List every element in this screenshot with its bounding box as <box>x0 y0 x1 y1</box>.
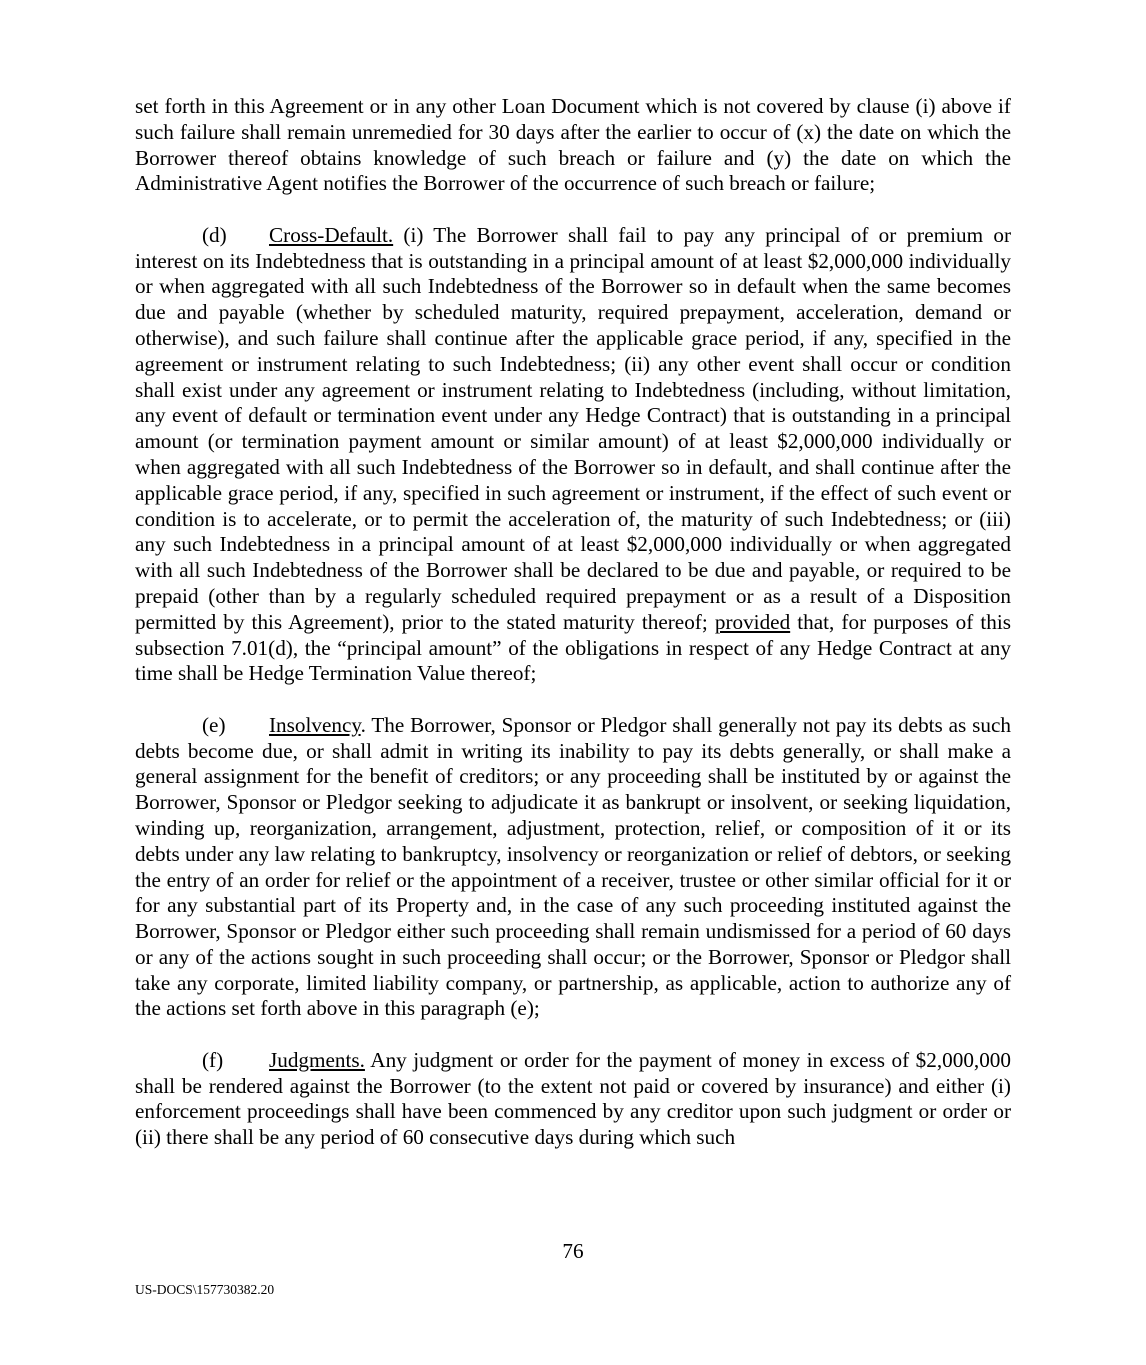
continuation-paragraph: set forth in this Agreement or in any other Loan Document which is not covered by clause (i) above if such failure shall remain unremedied for 30 days after the earlier to occur of (x) the date on which the Borrower thereof obtains knowledge of such breach or failure and (y) the date on which the Administrative Agent notifies the Borrower of the occurrence of such breach or failure; <box>135 94 1011 196</box>
section-d-letter: (d) <box>202 222 227 247</box>
section-f-text: Any judgment or order for the payment of money in excess of $2,000,000 shall be rendered against the Borrower (to the extent not paid or covered by insurance) and either (i) enforcement proceedings shall have been commenced by any creditor upon such judgment or order or (ii) there shall be any period of 60 consecutive days during which such <box>135 1047 1011 1150</box>
section-d-paragraph <box>135 223 1011 687</box>
section-f-heading: Judgments. <box>269 1047 365 1072</box>
section-f-letter: (f) <box>202 1047 224 1072</box>
section-e-heading: Insolvency <box>269 712 361 737</box>
section-f-paragraph <box>135 1048 1011 1151</box>
section-d-text-after: that, for purposes of this subsection 7.01(d), the “principal amount” of the obligations in respect of any Hedge Contract at any time shall be Hedge Termination Value thereof; <box>135 609 1011 686</box>
document-id: US-DOCS\157730382.20 <box>135 1282 275 1297</box>
section-d-heading: Cross-Default. <box>269 222 394 247</box>
section-d-text-before: (i) The Borrower shall fail to pay any principal of or premium or interest on its Indebtedness that is outstanding in a principal amount of at least $2,000,000 individually or when aggregated with all such Indebtedness of the Borrower so in default when the same becomes due and payable (whether by scheduled maturity, required prepayment, acceleration, demand or otherwise), and such failure shall continue after the applicable grace period, if any, specified in the agreement or instrument relating to such Indebtedness; (ii) any other event shall occur or condition shall exist under any agreement or instrument relating to Indebtedness (including, without limitation, any event of default or termination event under any Hedge Contract) that is outstanding in a principal amount (or termination payment amount or similar amount) of at least $2,000,000 individually or when aggregated with all such Indebtedness of the Borrower so in default, and shall continue after the applicable grace period, if any, specified in such agreement or instrument, if the effect of such event or condition is to accelerate, or to permit the acceleration of, the maturity of such Indebtedness; or (iii) any such Indebtedness in a principal amount of at least $2,000,000 individually or when aggregated with all such Indebtedness of the Borrower shall be declared to be due and payable, or required to be prepaid (other than by a regularly scheduled required prepayment or as a result of a Disposition permitted by this Agreement), prior to the stated maturity thereof; <box>135 222 1011 634</box>
page-number: 76 <box>562 1239 584 1263</box>
document-page <box>135 94 1011 1151</box>
section-e-text: . The Borrower, Sponsor or Pledgor shall generally not pay its debts as such debts become due, or shall admit in writing its inability to pay its debts generally, or shall make a general assignment for the benefit of creditors; or any proceeding shall be instituted by or against the Borrower, Sponsor or Pledgor seeking to adjudicate it as bankrupt or insolvent, or seeking liquidation, winding up, reorganization, arrangement, adjustment, protection, relief, or composition of it or its debts under any law relating to bankruptcy, insolvency or reorganization or relief of debtors, or seeking the entry of an order for relief or the appointment of a receiver, trustee or other similar official for it or for any substantial part of its Property and, in the case of any such proceeding instituted against the Borrower, Sponsor or Pledgor either such proceeding shall remain undismissed for a period of 60 days or any of the actions sought in such proceeding shall occur; or the Borrower, Sponsor or Pledgor shall take any corporate, limited liability company, or partnership, as applicable, action to authorize any of the actions set forth above in this paragraph (e); <box>135 712 1011 1021</box>
section-d-emphasis: provided <box>714 609 791 634</box>
section-e-letter: (e) <box>202 712 226 737</box>
section-e-paragraph <box>135 713 1011 1023</box>
